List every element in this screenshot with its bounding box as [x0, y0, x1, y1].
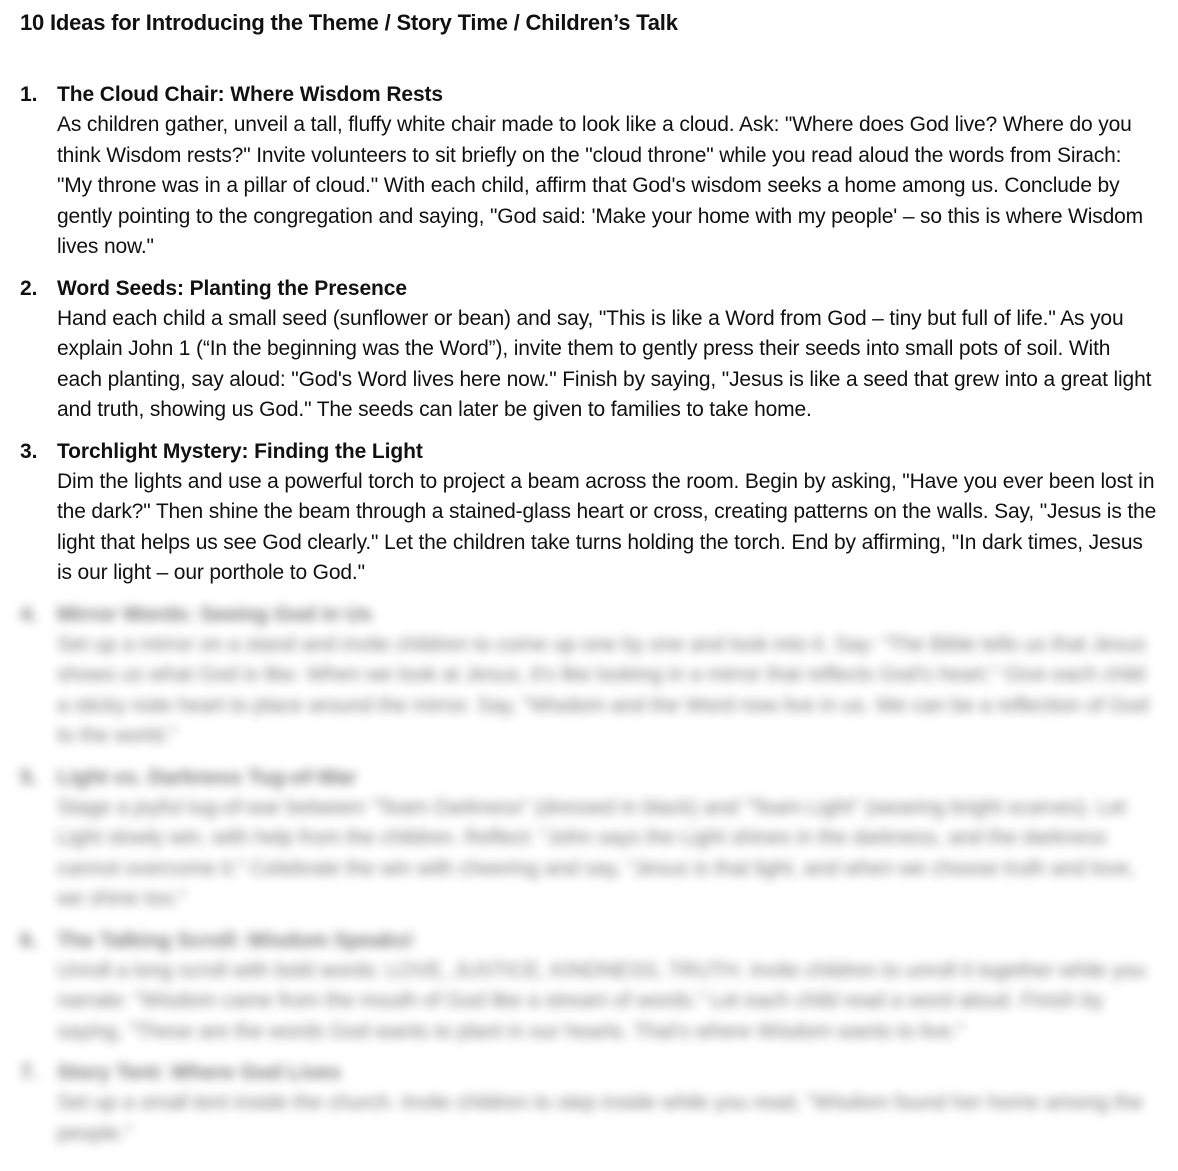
list-item [20, 1058, 1160, 1149]
item-heading: Torchlight Mystery: Finding the Light [57, 439, 423, 463]
item-number: 6. [20, 928, 38, 952]
item-number: 7. [20, 1061, 38, 1084]
item-body: Set up a mirror on a stand and invite children to come up one by one and look into it. Say: "The Bible tells us that Jesus shows us what God is like. When we look at Jesus, it's like looking in a mirror that reflects God's heart." Give each child a sticky note heart to place around the mirror. Say, "Wisdom and the Word now live in us. We can be a reflection of God to the world." [57, 632, 1149, 747]
item-heading: The Cloud Chair: Where Wisdom Rests [57, 83, 444, 106]
item-number: 4. [20, 602, 38, 626]
item-heading: Light vs. Darkness Tug-of-War [57, 765, 357, 789]
item-body: Set up a small tent inside the church. Invite children to step inside while you read, "Wisdom found her home among the people." [57, 1091, 1143, 1145]
ideas-list [20, 80, 1160, 1149]
list-item [20, 600, 1160, 752]
list-item [20, 80, 1160, 263]
item-heading: Mirror Words: Seeing God in Us [57, 602, 373, 626]
item-body: As children gather, unveil a tall, fluffy white chair made to look like a cloud. Ask: "Where does God live? Where do you think Wisdom rests?" Invite volunteers to sit briefly on the "cloud throne" while you read aloud the words from Sirach: "My throne was in a pillar of cloud." With each child, affirm that God's wisdom seeks a home among us. Conclude by gently pointing to the congregation and saying, "God said: 'Make your home with my people' – so this is where Wisdom lives now." [57, 113, 1143, 258]
item-heading: The Talking Scroll: Wisdom Speaks! [57, 928, 414, 952]
document-title: 10 Ideas for Introducing the Theme / Story Time / Children’s Talk [20, 10, 678, 35]
list-item [20, 437, 1160, 589]
document-page [20, 8, 1160, 1160]
item-number: 5. [20, 765, 38, 789]
item-heading: Word Seeds: Planting the Presence [57, 276, 407, 300]
list-item [20, 763, 1160, 915]
item-body: Unroll a long scroll with bold words: LOVE, JUSTICE, KINDNESS, TRUTH. Invite children to unroll it together while you narrate: "Wisdom came from the mouth of God like a stream of words." Let each child read a word aloud. Finish by saying, "These are the words God wants to plant in our hearts. That's where Wisdom wants to live." [57, 958, 1146, 1043]
item-body: Hand each child a small seed (sunflower or bean) and say, "This is like a Word from God – tiny but full of life." As you explain John 1 (“In the beginning was the Word”), invite them to gently press their seeds into small pots of soil. With each planting, say aloud: "God's Word lives here now." Finish by saying, "Jesus is like a seed that grew into a great light and truth, showing us God." The seeds can later be given to families to take home. [57, 306, 1152, 421]
item-body: Stage a joyful tug-of-war between "Team Darkness" (dressed in black) and "Team Light" (wearing bright scarves). Let Light slowly win, with help from the children. Reflect: "John says the Light shines in the darkness, and the darkness cannot overcome it." Celebrate the win with cheering and say, "Jesus is that light, and when we choose truth and love, we shine too." [57, 795, 1135, 910]
item-number: 2. [20, 276, 38, 300]
list-item [20, 274, 1160, 426]
item-number: 3. [20, 439, 38, 463]
item-body: Dim the lights and use a powerful torch to project a beam across the room. Begin by asking, "Have you ever been lost in the dark?" Then shine the beam through a stained-glass heart or cross, creating patterns on the walls. Say, "Jesus is the light that helps us see God clearly." Let the children take turns holding the torch. End by affirming, "In dark times, Jesus is our light – our porthole to God." [57, 469, 1157, 584]
item-heading: Story Tent: Where God Lives [57, 1061, 341, 1084]
list-item [20, 926, 1160, 1048]
item-number: 1. [20, 83, 38, 106]
